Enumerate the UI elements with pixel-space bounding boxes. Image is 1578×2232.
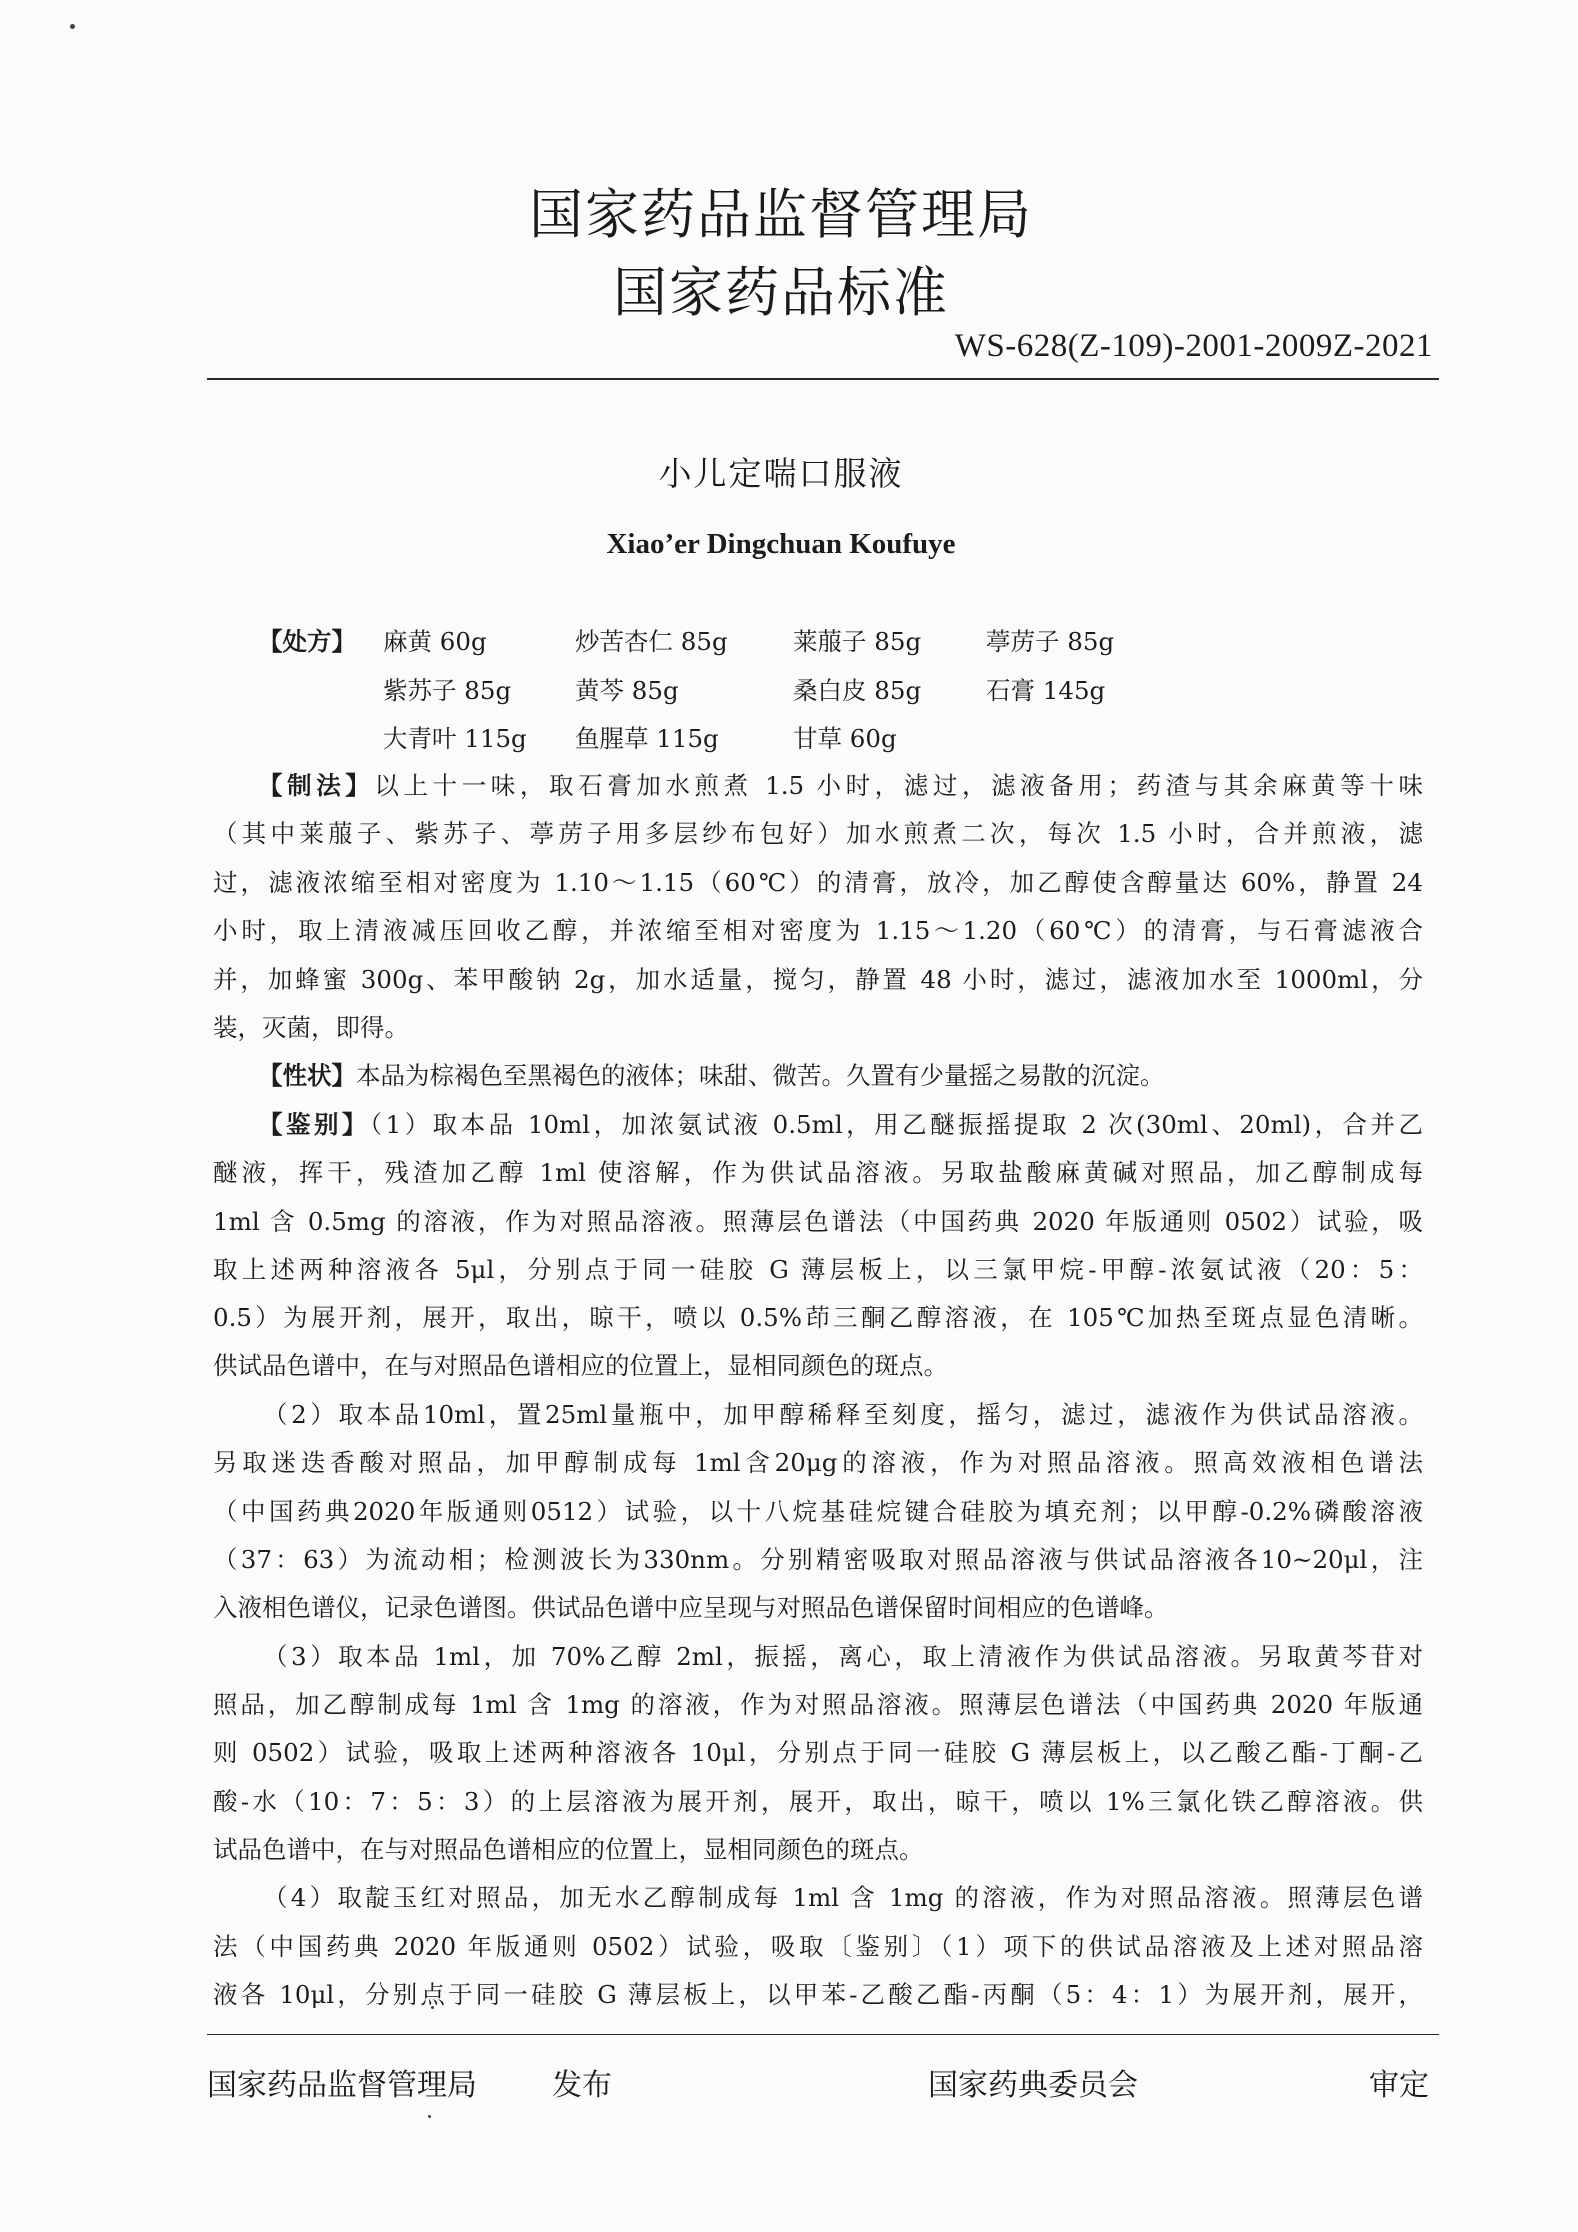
- identification-line: 入液相色谱仪，记录色谱图。供试品色谱中应呈现与对照品色谱保留时间相应的色谱峰。: [213, 1593, 1169, 1622]
- formula-item: 大青叶 115g: [383, 724, 527, 753]
- formula-item: 鱼腥草 115g: [575, 724, 719, 753]
- document-body: [213, 0, 1423, 2030]
- identification-line: 法（中国药典 2020 年版通则 0502）试验，吸取〔鉴别〕（1）项下的供试品溶液及上述对照品溶: [213, 1932, 1423, 1961]
- character-line: 【性状】本品为棕褐色至黑褐色的液体；味甜、微苦。久置有少量摇之易散的沉淀。: [258, 1061, 1165, 1090]
- identification-line: 液各 10μl，分别点于同一硅胶 G 薄层板上，以甲苯-乙酸乙酯-丙酮（5：4：1）为展开剂，展开，: [213, 1980, 1423, 2009]
- identification-line: 则 0502）试验，吸取上述两种溶液各 10μl，分别点于同一硅胶 G 薄层板上，以乙酸乙酯-丁酮-乙: [213, 1738, 1423, 1767]
- preparation-line: 【制法】以上十一味，取石膏加水煎煮 1.5 小时，滤过，滤液备用；药渣与其余麻黄等十味: [258, 771, 1423, 800]
- identification-line: （中国药典2020年版通则0512）试验，以十八烷基硅烷键合硅胶为填充剂；以甲醇-0.2%磷酸溶液: [213, 1497, 1423, 1526]
- formula-item: 紫苏子 85g: [383, 676, 512, 705]
- identification-line: 试品色谱中，在与对照品色谱相应的位置上，显相同颜色的斑点。: [213, 1835, 924, 1864]
- character-label: 【性状】: [258, 1061, 356, 1090]
- drug-pinyin-title: Xiao’er Dingchuan Koufuye: [606, 528, 956, 560]
- preparation-label: 【制法】: [258, 771, 375, 800]
- identification-line: 酸-水（10：7：5：3）的上层溶液为展开剂，展开，取出，晾干，喷以 1%三氯化铁乙醇溶液。供: [213, 1787, 1423, 1816]
- formula-item: 桑白皮 85g: [793, 676, 922, 705]
- preparation-line: （其中莱菔子、紫苏子、葶苈子用多层纱布包好）加水煎煮二次，每次 1.5 小时，合并煎液，滤: [213, 819, 1423, 848]
- footer-publisher: 国家药品监督管理局: [207, 2068, 477, 2103]
- identification-label: 【鉴别】: [258, 1110, 370, 1139]
- formula-item: 石膏 145g: [986, 676, 1106, 705]
- formula-item: 麻黄 60g: [383, 627, 487, 656]
- scan-speck: [70, 24, 75, 29]
- identification-line: 0.5）为展开剂，展开，取出，晾干，喷以 0.5%茚三酮乙醇溶液，在 105℃加热至斑点显色清晰。: [213, 1303, 1423, 1332]
- footer-reviewer: 国家药典委员会: [928, 2068, 1138, 2103]
- formula-item: 炒苦杏仁 85g: [575, 627, 728, 656]
- identification-line: 照品，加乙醇制成每 1ml 含 1mg 的溶液，作为对照品溶液。照薄层色谱法（中国药典 2020 年版通: [213, 1690, 1423, 1719]
- formula-item: 甘草 60g: [793, 724, 897, 753]
- preparation-line: 小时，取上清液减压回收乙醇，并浓缩至相对密度为 1.15～1.20（60℃）的清膏，与石膏滤液合: [213, 916, 1423, 945]
- footer-review-action: 审定: [1369, 2068, 1429, 2103]
- identification-line: 另取迷迭香酸对照品，加甲醇制成每 1ml含20μg的溶液，作为对照品溶液。照高效液相色谱法: [213, 1448, 1423, 1477]
- scan-speck: [428, 2115, 431, 2118]
- identification-line: （3）取本品 1ml，加 70%乙醇 2ml，振摇，离心，取上清液作为供试品溶液。另取黄芩苷对: [263, 1642, 1423, 1671]
- footer-divider: [207, 2034, 1439, 2035]
- formula-item: 葶苈子 85g: [986, 627, 1115, 656]
- formula-item: 莱菔子 85g: [793, 627, 922, 656]
- standard-title: 国家药品标准: [613, 261, 949, 324]
- preparation-line: 并，加蜂蜜 300g、苯甲酸钠 2g，加水适量，搅匀，静置 48 小时，滤过，滤液加水至 1000ml，分: [213, 965, 1423, 994]
- document-number: WS-628(Z-109)-2001-2009Z-2021: [954, 328, 1433, 364]
- identification-line: 取上述两种溶液各 5μl，分别点于同一硅胶 G 薄层板上，以三氯甲烷-甲醇-浓氨试液（20：5：: [213, 1255, 1423, 1284]
- drug-title: 小儿定喘口服液: [658, 454, 904, 493]
- footer-publish-action: 发布: [552, 2068, 612, 2103]
- formula-label: 【处方】: [258, 627, 356, 656]
- identification-line: （4）取靛玉红对照品，加无水乙醇制成每 1ml 含 1mg 的溶液，作为对照品溶液。照薄层色谱: [263, 1883, 1423, 1912]
- identification-line: 供试品色谱中，在与对照品色谱相应的位置上，显相同颜色的斑点。: [213, 1351, 948, 1380]
- identification-line: 1ml 含 0.5mg 的溶液，作为对照品溶液。照薄层色谱法（中国药典 2020 年版通则 0502）试验，吸: [213, 1207, 1423, 1236]
- preparation-line: 装，灭菌，即得。: [213, 1013, 409, 1042]
- identification-line: （2）取本品10ml，置25ml量瓶中，加甲醇稀释至刻度，摇匀，滤过，滤液作为供试品溶液。: [263, 1400, 1423, 1429]
- formula-item: 黄芩 85g: [575, 676, 679, 705]
- preparation-line: 过，滤液浓缩至相对密度为 1.10～1.15（60℃）的清膏，放冷，加乙醇使含醇量达 60%，静置 24: [213, 868, 1423, 897]
- identification-line: （37：63）为流动相；检测波长为330nm。分别精密吸取对照品溶液与供试品溶液各10~20μl，注: [213, 1545, 1423, 1574]
- agency-title: 国家药品监督管理局: [529, 183, 1033, 246]
- identification-line: 醚液，挥干，残渣加乙醇 1ml 使溶解，作为供试品溶液。另取盐酸麻黄碱对照品，加乙醇制成每: [213, 1158, 1423, 1187]
- identification-line: 【鉴别】（1）取本品 10ml，加浓氨试液 0.5ml，用乙醚振摇提取 2 次(30ml、20ml)，合并乙: [258, 1110, 1424, 1139]
